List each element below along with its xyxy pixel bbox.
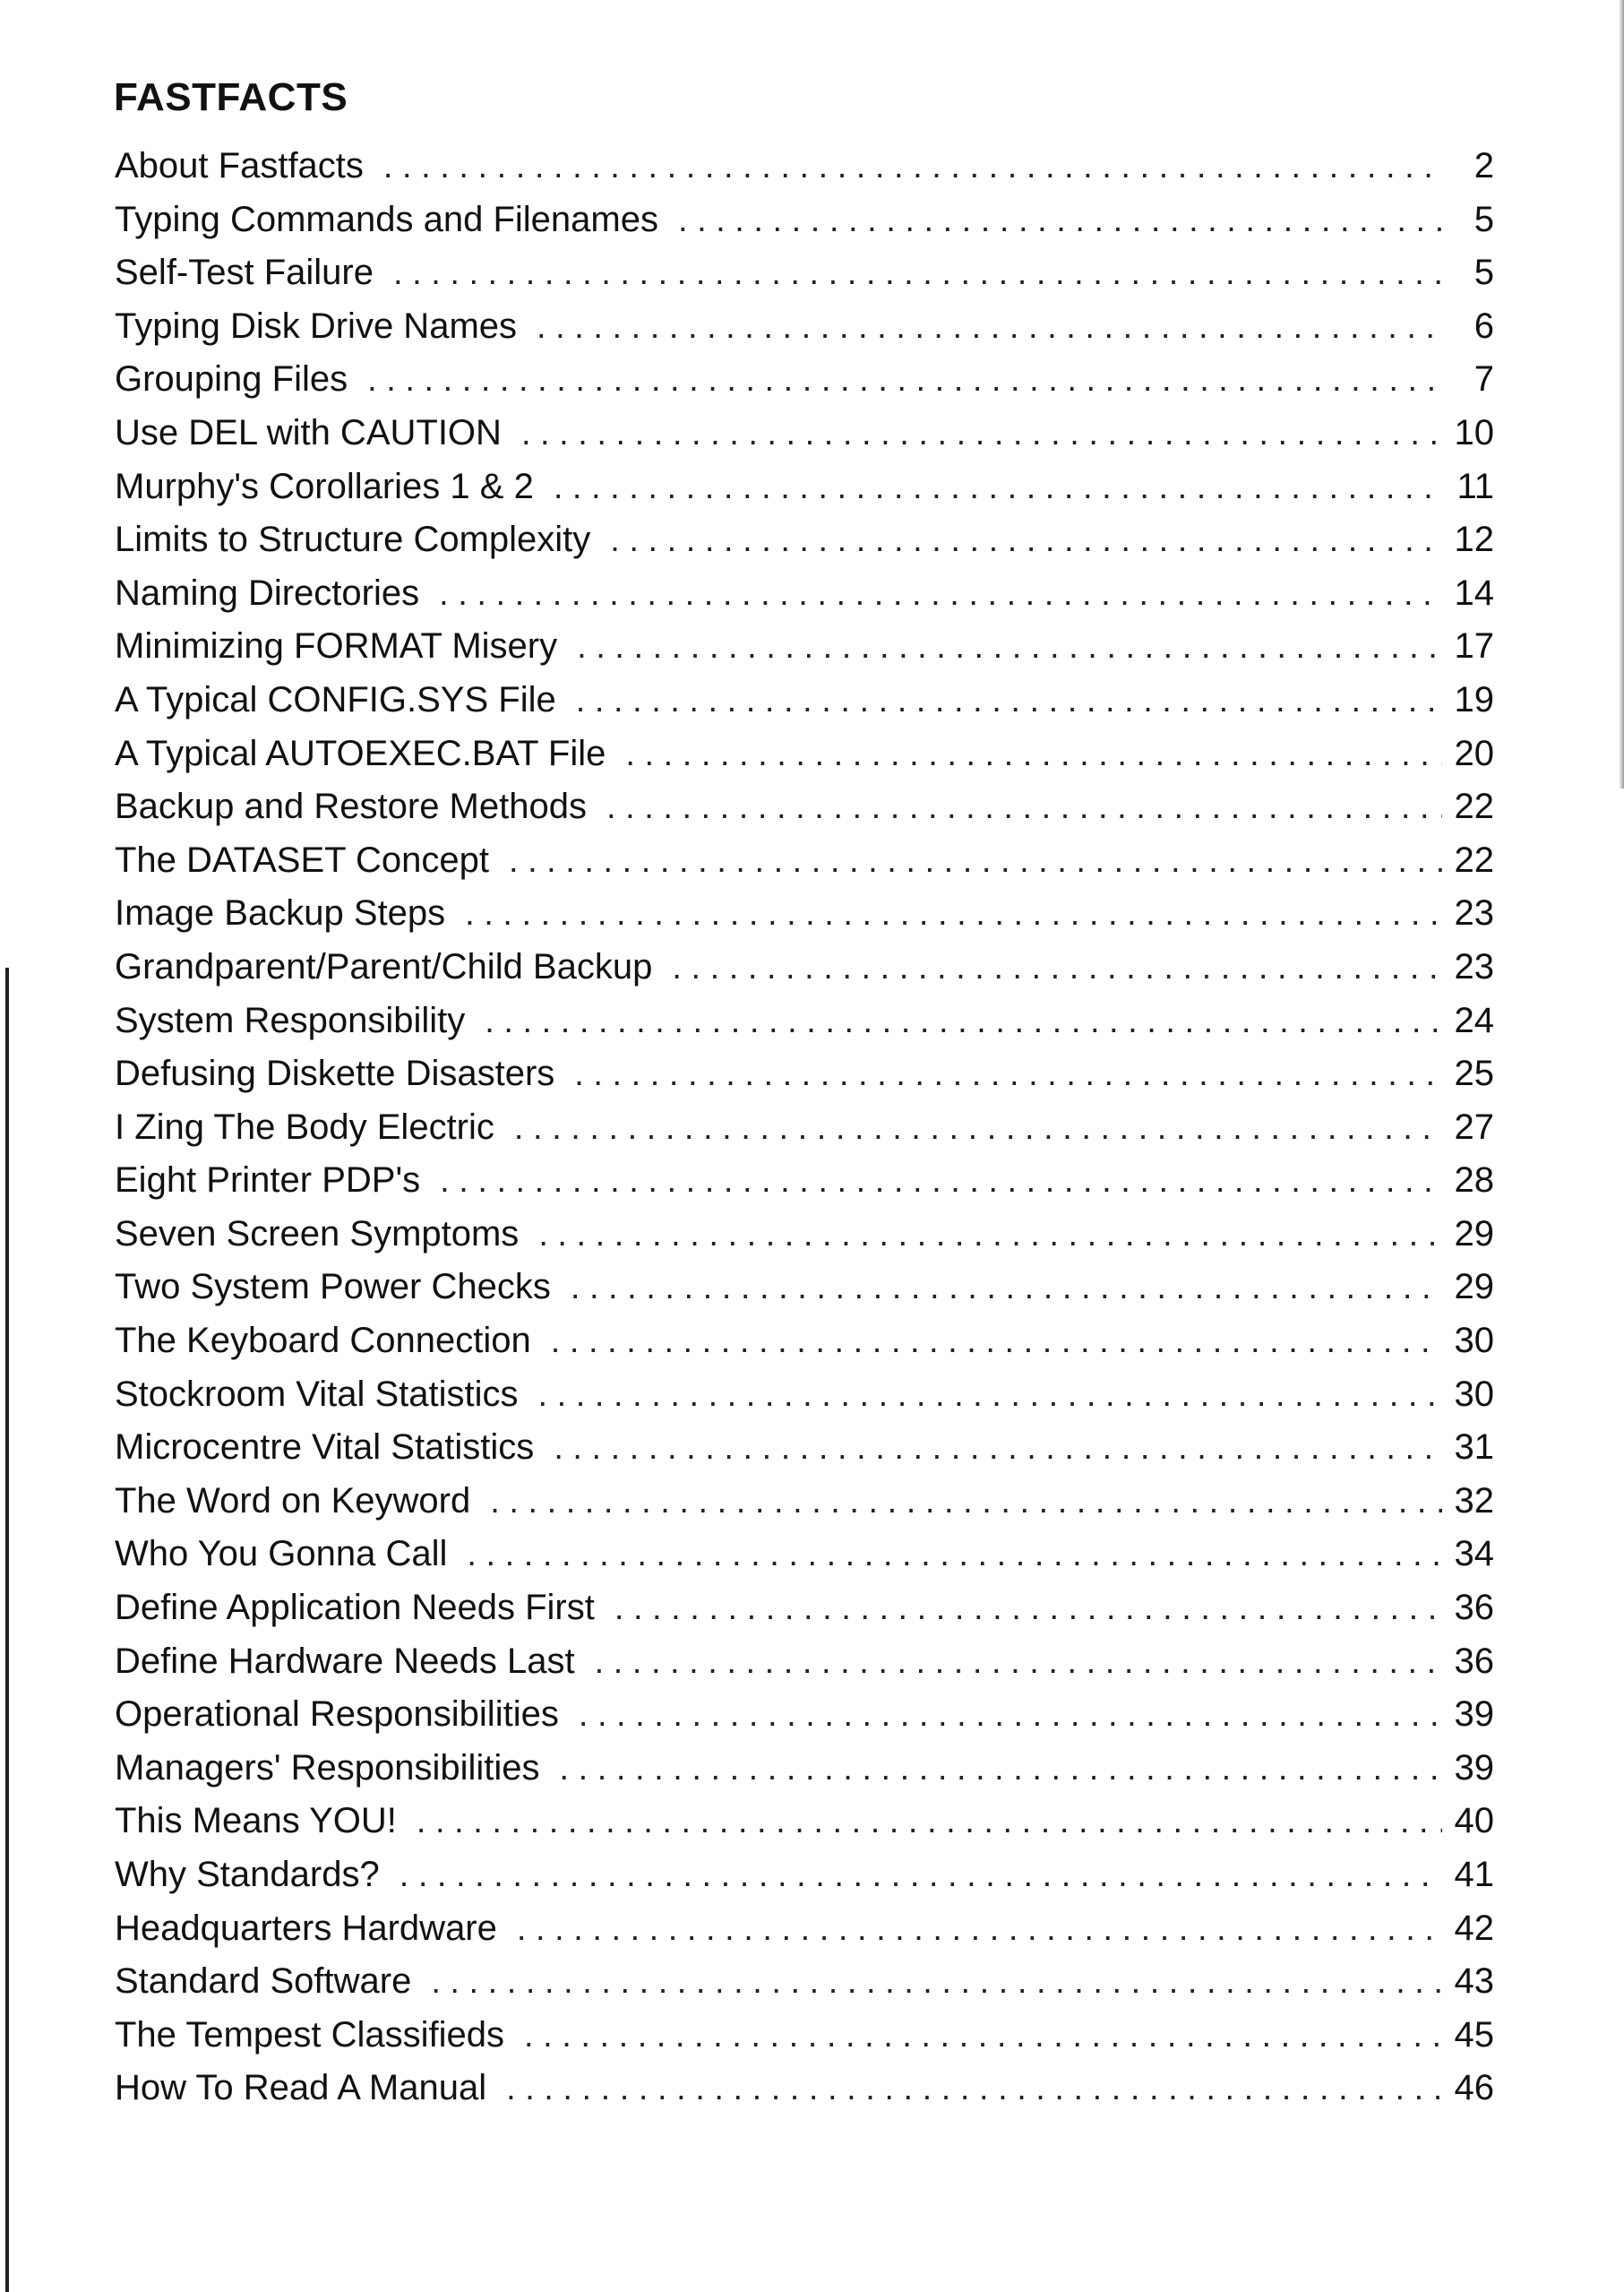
toc-entry-page-number: 14 (1454, 573, 1494, 613)
dot-leader (614, 1590, 1442, 1628)
toc-entry (115, 1107, 1494, 1161)
toc-entry-label: Backup and Restore Methods (115, 787, 587, 827)
toc-entry-page-number: 23 (1454, 893, 1494, 934)
dot-leader (537, 308, 1442, 347)
toc-entry-label: Two System Power Checks (115, 1267, 551, 1307)
toc-entry-label: Defusing Diskette Disasters (115, 1054, 555, 1094)
toc-entry-page-number: 19 (1454, 679, 1494, 719)
toc-entry (115, 1160, 1494, 1214)
toc-entry (115, 306, 1494, 360)
dot-leader (514, 1109, 1442, 1148)
toc-entry (115, 1534, 1494, 1588)
toc-entry (115, 1588, 1494, 1641)
toc-entry-page-number: 25 (1454, 1054, 1494, 1094)
dot-leader (538, 1216, 1441, 1254)
toc-entry (115, 146, 1494, 200)
dot-leader (383, 148, 1442, 186)
toc-entry-page-number: 41 (1454, 1855, 1494, 1894)
toc-entry (115, 1321, 1494, 1374)
dot-leader (625, 736, 1441, 774)
toc-entry-label: The DATASET Concept (115, 840, 489, 880)
toc-entry (115, 200, 1494, 254)
toc-entry-page-number: 42 (1454, 1908, 1494, 1948)
dot-leader (465, 895, 1441, 934)
toc-entry-page-number: 28 (1454, 1160, 1494, 1201)
dot-leader (678, 202, 1442, 240)
toc-entry-label: Self-Test Failure (115, 253, 374, 293)
toc-entry-label: Microcentre Vital Statistics (115, 1427, 535, 1468)
toc-entry (115, 1748, 1494, 1802)
dot-leader (439, 575, 1441, 614)
dot-leader (538, 1376, 1442, 1415)
dot-leader (440, 1162, 1441, 1201)
dot-leader (524, 2017, 1442, 2055)
toc-entry-page-number: 6 (1474, 306, 1494, 346)
dot-leader (551, 1323, 1442, 1361)
toc-entry-label: This Means YOU! (115, 1801, 397, 1841)
toc-entry-label: Managers' Responsibilities (115, 1747, 540, 1788)
dot-leader (521, 415, 1442, 453)
toc-entry-page-number: 7 (1474, 359, 1494, 400)
toc-entry (115, 947, 1494, 1001)
dot-leader (367, 361, 1442, 400)
toc-entry-label: Murphy's Corollaries 1 & 2 (115, 466, 534, 506)
toc-entry-page-number: 36 (1454, 1588, 1494, 1628)
scan-right-edge (1619, 0, 1624, 788)
toc-entry-page-number: 5 (1474, 253, 1494, 293)
toc-entry-label: Minimizing FORMAT Misery (115, 626, 558, 667)
toc-entry-label: Limits to Structure Complexity (115, 520, 591, 560)
toc-entry-page-number: 45 (1454, 2014, 1494, 2055)
toc-entry-page-number: 23 (1454, 946, 1494, 987)
dot-leader (576, 682, 1442, 720)
dot-leader (577, 628, 1441, 667)
toc-entry-page-number: 20 (1454, 733, 1494, 773)
toc-entry-page-number: 40 (1454, 1801, 1494, 1841)
dot-leader (393, 254, 1442, 293)
toc-entry (115, 1054, 1494, 1107)
toc-entry-label: A Typical CONFIG.SYS File (115, 679, 556, 719)
dot-leader (506, 2070, 1441, 2108)
toc-entry-page-number: 27 (1454, 1107, 1494, 1147)
dot-leader (467, 1536, 1441, 1574)
toc-entry-page-number: 22 (1454, 840, 1494, 880)
toc-entry-label: Image Backup Steps (115, 893, 446, 934)
dot-leader (417, 1803, 1442, 1841)
dot-leader (517, 1910, 1442, 1949)
dot-leader (610, 521, 1441, 560)
dot-leader (509, 842, 1442, 881)
toc-entry-page-number: 39 (1454, 1747, 1494, 1788)
toc-entry (115, 1481, 1494, 1535)
toc-entry-page-number: 43 (1454, 1961, 1494, 2002)
dot-leader (606, 788, 1442, 827)
toc-entry (115, 1641, 1494, 1695)
toc-entry-label: About Fastfacts (115, 146, 364, 185)
toc-entry (115, 1001, 1494, 1055)
toc-entry (115, 520, 1494, 573)
toc-entry-label: Use DEL with CAUTION (115, 412, 502, 452)
toc-entry (115, 467, 1494, 521)
toc-entry-label: Define Hardware Needs Last (115, 1641, 575, 1681)
toc-entry-label: Headquarters Hardware (115, 1908, 497, 1948)
toc-entry (115, 787, 1494, 840)
toc-entry-page-number: 2 (1474, 146, 1494, 185)
toc-entry-page-number: 22 (1454, 787, 1494, 827)
page-title: FASTFACTS (114, 75, 348, 119)
toc-entry-page-number: 30 (1454, 1321, 1494, 1361)
dot-leader (485, 1003, 1441, 1041)
toc-entry-label: Seven Screen Symptoms (115, 1213, 520, 1254)
dot-leader (574, 1056, 1441, 1094)
toc-entry-page-number: 24 (1454, 1000, 1494, 1040)
dot-leader (571, 1269, 1442, 1307)
toc-entry (115, 840, 1494, 894)
dot-leader (431, 1963, 1441, 2002)
toc-entry (115, 1427, 1494, 1481)
toc-entry (115, 1694, 1494, 1748)
toc-entry-label: Operational Responsibilities (115, 1694, 559, 1735)
toc-entry-page-number: 29 (1454, 1267, 1494, 1307)
toc-entry-page-number: 32 (1454, 1480, 1494, 1521)
toc-entry-label: Grandparent/Parent/Child Backup (115, 946, 653, 987)
toc-entry-label: I Zing The Body Electric (115, 1107, 494, 1147)
toc-entry-page-number: 30 (1454, 1374, 1494, 1414)
toc-entry (115, 1961, 1494, 2015)
toc-entry (115, 1214, 1494, 1268)
toc-entry-page-number: 10 (1454, 412, 1494, 452)
toc-entry (115, 893, 1494, 947)
toc-entry-label: How To Read A Manual (115, 2068, 487, 2108)
toc-entry-label: The Word on Keyword (115, 1480, 471, 1521)
dot-leader (400, 1857, 1442, 1895)
toc-entry-label: Define Application Needs First (115, 1588, 595, 1628)
toc-entry-page-number: 29 (1454, 1213, 1494, 1254)
toc-entry (115, 2015, 1494, 2069)
toc-entry-page-number: 36 (1454, 1641, 1494, 1681)
dot-leader (579, 1696, 1442, 1735)
toc-entry-label: Why Standards? (115, 1855, 380, 1894)
toc-entry-label: Grouping Files (115, 359, 348, 400)
toc-entry-page-number: 12 (1454, 520, 1494, 560)
toc-entry-label: System Responsibility (115, 1000, 466, 1040)
dot-leader (672, 949, 1441, 987)
toc-entry (115, 1374, 1494, 1428)
dot-leader (554, 1429, 1441, 1468)
toc-entry (115, 253, 1494, 306)
toc-entry-label: Eight Printer PDP's (115, 1160, 421, 1201)
toc-entry (115, 1909, 1494, 1962)
toc-entry-page-number: 34 (1454, 1534, 1494, 1574)
toc-entry (115, 1801, 1494, 1855)
dot-leader (490, 1483, 1441, 1521)
toc-entry (115, 1267, 1494, 1321)
toc-entry (115, 734, 1494, 788)
toc-entry (115, 680, 1494, 734)
toc-entry (115, 413, 1494, 467)
toc-entry-page-number: 17 (1454, 626, 1494, 667)
table-of-contents (115, 146, 1494, 2122)
toc-entry (115, 2068, 1494, 2122)
toc-entry-label: The Keyboard Connection (115, 1321, 531, 1361)
toc-entry-label: Typing Commands and Filenames (115, 199, 658, 239)
toc-entry-page-number: 39 (1454, 1694, 1494, 1735)
toc-entry-page-number: 11 (1456, 466, 1494, 506)
toc-entry-page-number: 31 (1454, 1427, 1494, 1468)
dot-leader (560, 1750, 1442, 1788)
dot-leader (554, 469, 1442, 507)
toc-entry (115, 626, 1494, 680)
toc-entry-page-number: 5 (1474, 199, 1494, 239)
toc-entry-label: Standard Software (115, 1961, 412, 2002)
toc-entry-label: Naming Directories (115, 573, 420, 613)
toc-entry (115, 1855, 1494, 1909)
toc-entry (115, 359, 1494, 413)
dot-leader (595, 1643, 1442, 1682)
toc-entry (115, 573, 1494, 627)
toc-entry-label: The Tempest Classifieds (115, 2014, 504, 2055)
toc-entry-label: Stockroom Vital Statistics (115, 1374, 519, 1414)
toc-entry-label: Who You Gonna Call (115, 1534, 448, 1574)
toc-entry-page-number: 46 (1454, 2068, 1494, 2108)
toc-entry-label: Typing Disk Drive Names (115, 306, 518, 346)
toc-entry-label: A Typical AUTOEXEC.BAT File (115, 733, 606, 773)
scan-left-edge (5, 968, 9, 2292)
